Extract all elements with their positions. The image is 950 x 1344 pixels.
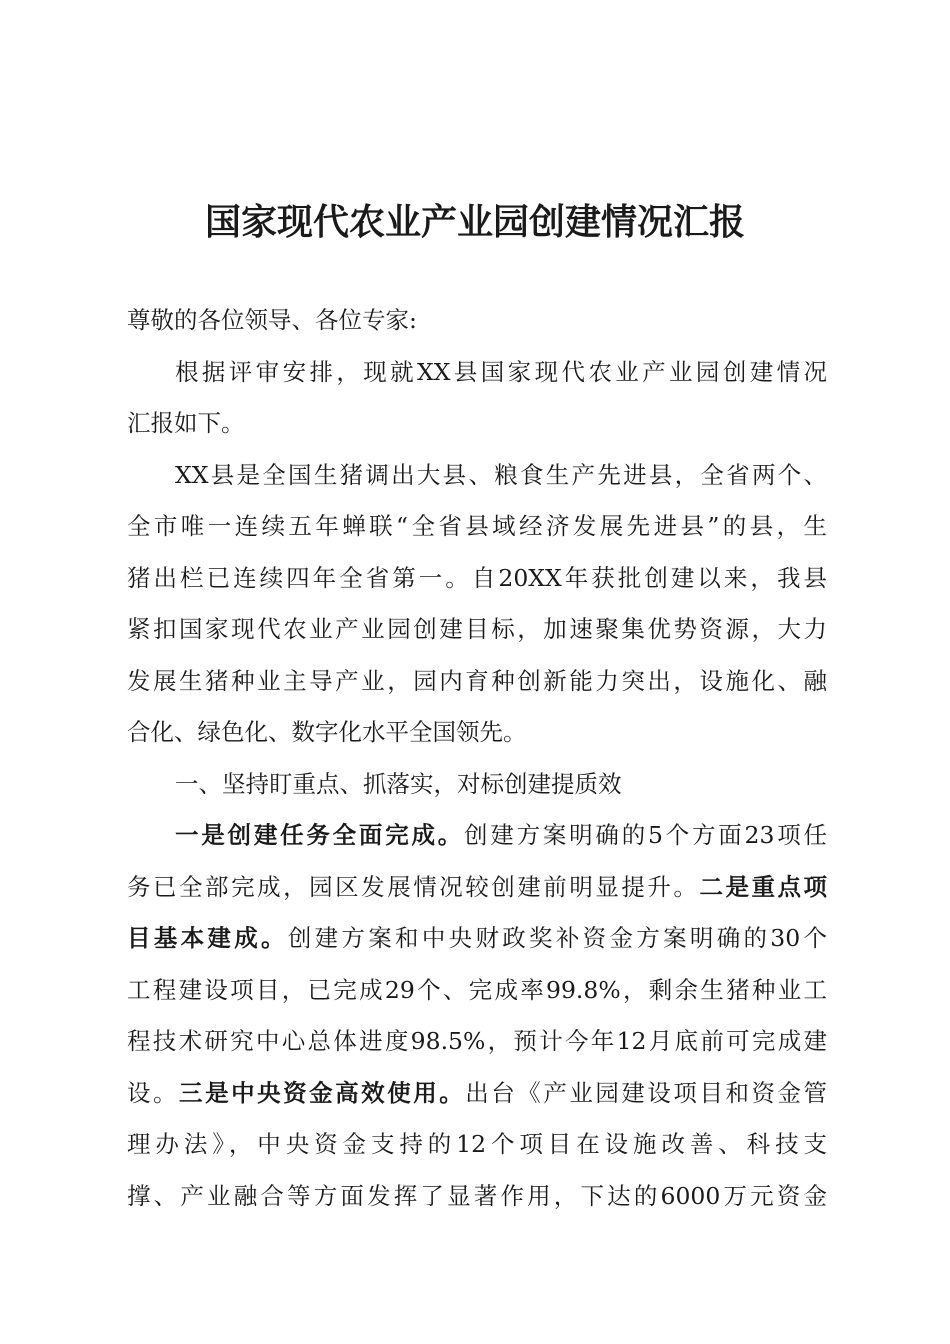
section1-line-7: 理办法》，中央资金支持的12个项目在设施改善、科技支 [127, 1130, 827, 1158]
section1-line-2-text: 务已全部完成，园区发展情况较创建前明显提升。 [127, 873, 700, 901]
section1-line-6-text-a: 设。 [127, 1079, 180, 1107]
point-three-label: 三是中央资金高效使用。 [179, 1079, 466, 1107]
point-one-label: 一是创建任务全面完成。 [175, 821, 465, 849]
overview-line-4: 紧扣国家现代农业产业园创建目标，加速聚集优势资源，大力 [127, 615, 827, 643]
section1-line-6 [127, 1073, 827, 1113]
point-two-label-cont: 目基本建成。 [127, 924, 288, 952]
section1-line-1 [175, 815, 827, 855]
overview-line-5: 发展生猪种业主导产业，园内育种创新能力突出，设施化、融 [127, 667, 827, 695]
section1-line-3 [127, 918, 827, 958]
intro-line-2: 汇报如下。 [127, 409, 245, 437]
section1-line-1-text: 创建方案明确的5个方面23项任 [464, 821, 827, 849]
section1-line-8: 撑、产业融合等方面发挥了显著作用，下达的6000万元资金 [127, 1182, 827, 1210]
overview-line-3: 猪出栏已连续四年全省第一。自20XX年获批创建以来，我县 [127, 564, 827, 592]
section1-line-5: 程技术研究中心总体进度98.5%，预计今年12月底前可完成建 [127, 1027, 827, 1055]
point-two-label: 二是重点项 [699, 873, 828, 901]
document-title: 国家现代农业产业园创建情况汇报 [204, 201, 745, 243]
section-heading: 一、坚持盯重点、抓落实，对标创建提质效 [175, 770, 622, 798]
overview-line-6: 合化、绿色化、数字化水平全国领先。 [127, 718, 527, 746]
overview-line-1: XX县是全国生猪调出大县、粮食生产先进县，全省两个、 [175, 461, 827, 489]
salutation: 尊敬的各位领导、各位专家: [127, 306, 417, 334]
section1-line-2 [127, 867, 827, 907]
section1-line-4: 工程建设项目，已完成29个、完成率99.8%，剩余生猪种业工 [127, 976, 827, 1004]
intro-line-1: 根据评审安排，现就XX县国家现代农业产业园创建情况 [175, 358, 827, 386]
section1-line-3-text: 创建方案和中央财政奖补资金方案明确的30个 [287, 924, 828, 952]
overview-line-2: 全市唯一连续五年蝉联“全省县域经济发展先进县”的县，生 [127, 512, 827, 540]
section1-line-6-text-b: 出台《产业园建设项目和资金管 [465, 1079, 828, 1107]
